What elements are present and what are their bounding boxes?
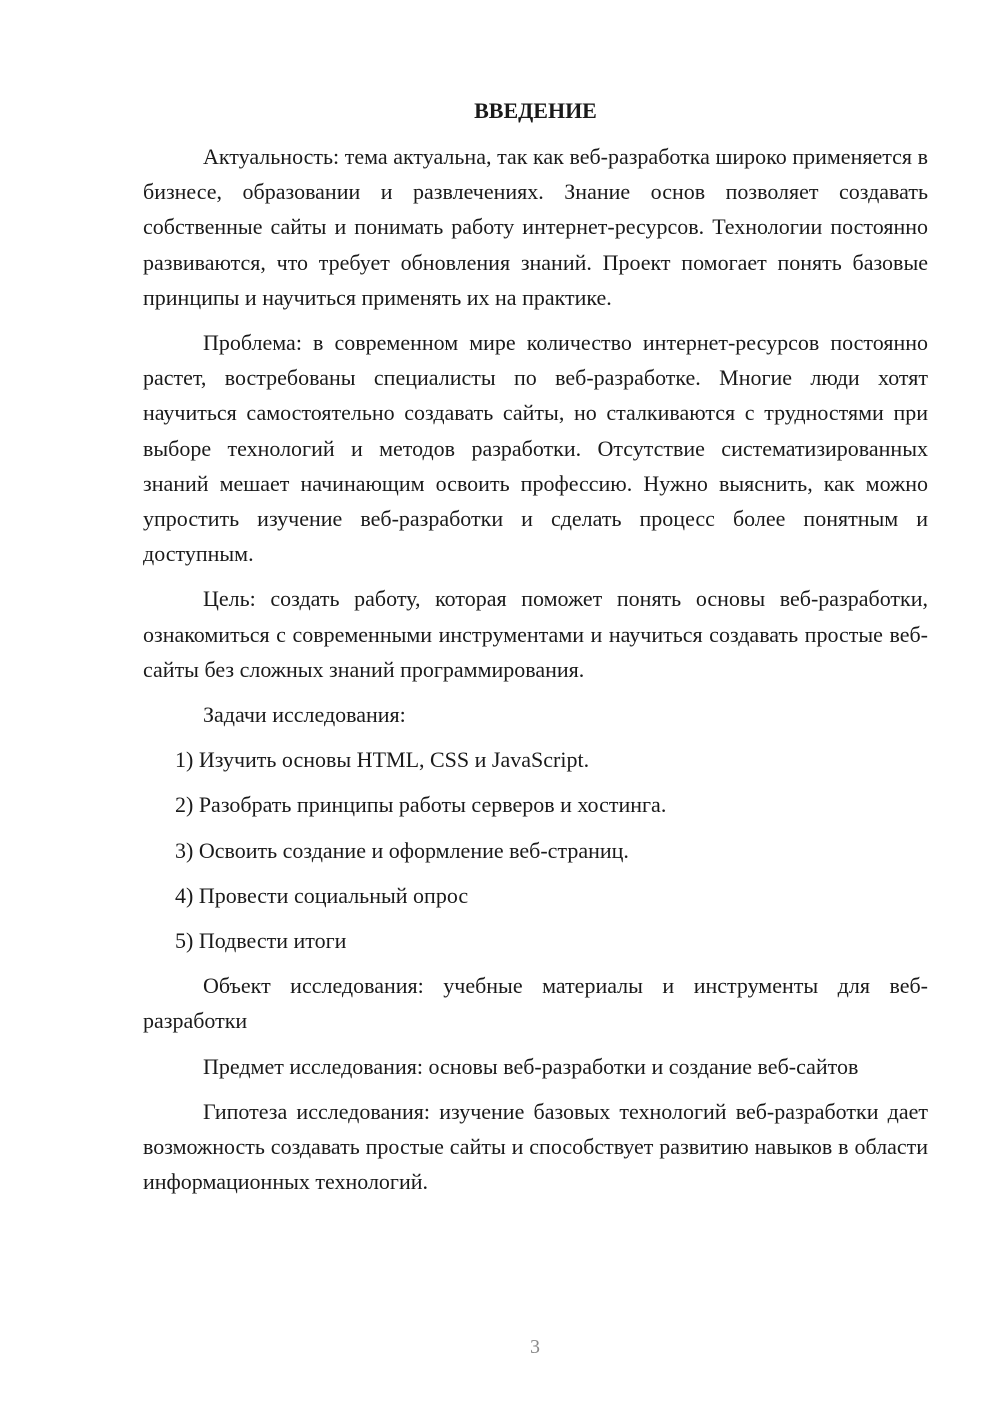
task-item: 4) Провести социальный опрос (175, 882, 469, 908)
page-number: 3 (530, 1336, 540, 1358)
task-item: 2) Разобрать принципы работы серверов и хостинга. (175, 792, 667, 818)
task-list (143, 742, 928, 958)
paragraph-problem: Проблема: в современном мире количество интернет-ресурсов постоянно растет, востребованы специалисты по веб-разработке. Многие люди хотят научиться самостоятельно создавать сайты, но сталкиваются с трудностями при выборе технологий и методов разработки. Отсутствие систематизированных знаний мешает начинающим освоить профессию. Нужно выяснить, как можно упростить изучение веб-разработки и сделать процесс более понятным и доступным. (143, 330, 928, 567)
document-body (143, 96, 928, 1209)
paragraph-goal: Цель: создать работу, которая поможет понять основы веб-разработки, ознакомиться с современными инструментами и научиться создавать простые веб-сайты без сложных знаний программирования. (143, 586, 928, 682)
task-item: 1) Изучить основы HTML, CSS и JavaScript. (175, 747, 590, 773)
paragraph-subject: Предмет исследования: основы веб-разработки и создание веб-сайтов (203, 1053, 859, 1079)
paragraph-object: Объект исследования: учебные материалы и инструменты для веб-разработки (143, 973, 928, 1034)
paragraph-hypothesis: Гипотеза исследования: изучение базовых технологий веб-разработки дает возможность создавать простые сайты и способствует развитию навыков в области информационных технологий. (143, 1098, 928, 1195)
task-item: 5) Подвести итоги (175, 928, 347, 954)
task-item: 3) Освоить создание и оформление веб-страниц. (175, 837, 629, 863)
tasks-heading: Задачи исследования: (203, 702, 406, 728)
page-title: ВВЕДЕНИЕ (474, 98, 597, 123)
paragraph-relevance: Актуальность: тема актуальна, так как веб-разработка широко применяется в бизнесе, образовании и развлечениях. Знание основ позволяет создавать собственные сайты и понимать работу интернет-ресурсов. Технологии постоянно развиваются, что требует обновления знаний. Проект помогает понять базовые принципы и научиться применять их на практике. (143, 144, 928, 310)
